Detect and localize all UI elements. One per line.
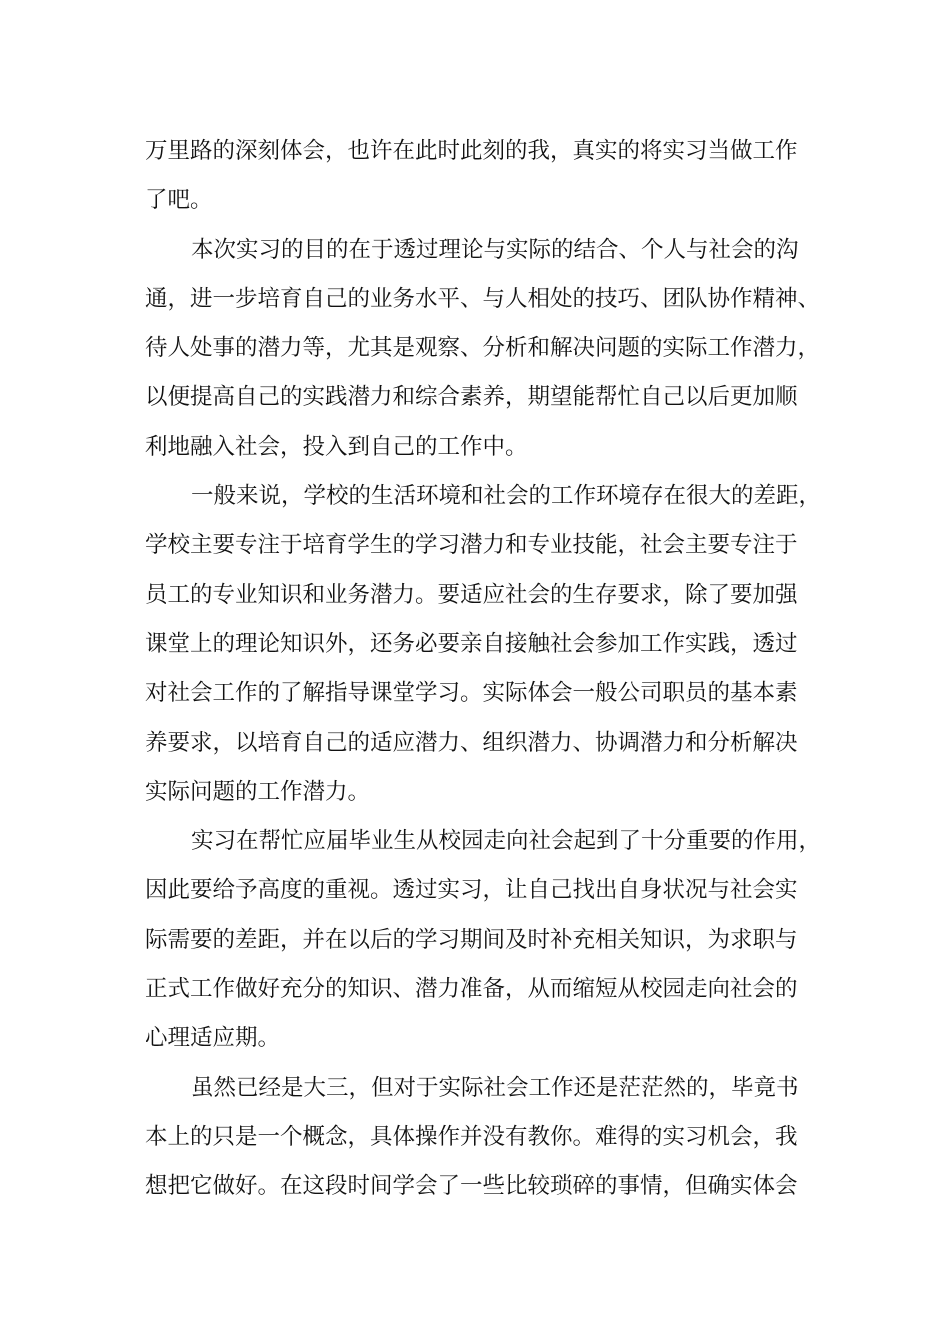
paragraph-first-line: 虽然已经是大三，但对于实际社会工作还是茫茫然的，毕竟书 — [191, 1074, 799, 1101]
document-body — [145, 127, 822, 1212]
text-line: 际需要的差距，并在以后的学习期间及时补充相关知识，为求职与 — [145, 926, 798, 953]
text-line: 万里路的深刻体会，也许在此时此刻的我，真实的将实习当做工作 — [145, 138, 798, 164]
text-line: 通，进一步培育自己的业务水平、与人相处的技巧、团队协作精神、 — [145, 285, 821, 312]
text-line: 实际问题的工作潜力。 — [145, 778, 371, 805]
text-line: 正式工作做好充分的知识、潜力准备，从而缩短从校园走向社会的 — [145, 976, 798, 1003]
paragraph-first-line: 本次实习的目的在于透过理论与实际的结合、个人与社会的沟 — [191, 236, 799, 263]
text-line: 课堂上的理论知识外，还务必要亲自接触社会参加工作实践，透过 — [145, 630, 798, 657]
text-line: 学校主要专注于培育学生的学习潜力和专业技能，社会主要专注于 — [145, 532, 798, 559]
text-line: 以便提高自己的实践潜力和综合素养，期望能帮忙自己以后更加顺 — [145, 384, 798, 411]
paragraph-first-line: 一般来说，学校的生活环境和社会的工作环境存在很大的差距， — [191, 483, 822, 510]
text-line: 想把它做好。在这段时间学会了一些比较琐碎的事情，但确实体会 — [145, 1173, 798, 1200]
text-line: 员工的专业知识和业务潜力。要适应社会的生存要求，除了要加强 — [145, 581, 798, 608]
text-line: 本上的只是一个概念，具体操作并没有教你。难得的实习机会，我 — [145, 1123, 798, 1150]
text-line: 因此要给予高度的重视。透过实习，让自己找出自身状况与社会实 — [145, 877, 798, 904]
text-line: 心理适应期。 — [145, 1025, 281, 1052]
text-line: 待人处事的潜力等，尤其是观察、分析和解决问题的实际工作潜力， — [145, 335, 821, 362]
paragraph-first-line: 实习在帮忙应届毕业生从校园走向社会起到了十分重要的作用， — [191, 828, 822, 855]
text-line: 利地融入社会，投入到自己的工作中。 — [145, 433, 528, 460]
text-line: 了吧。 — [145, 187, 213, 214]
text-line: 养要求，以培育自己的适应潜力、组织潜力、协调潜力和分析解决 — [145, 729, 798, 756]
text-line: 对社会工作的了解指导课堂学习。实际体会一般公司职员的基本素 — [145, 680, 798, 707]
